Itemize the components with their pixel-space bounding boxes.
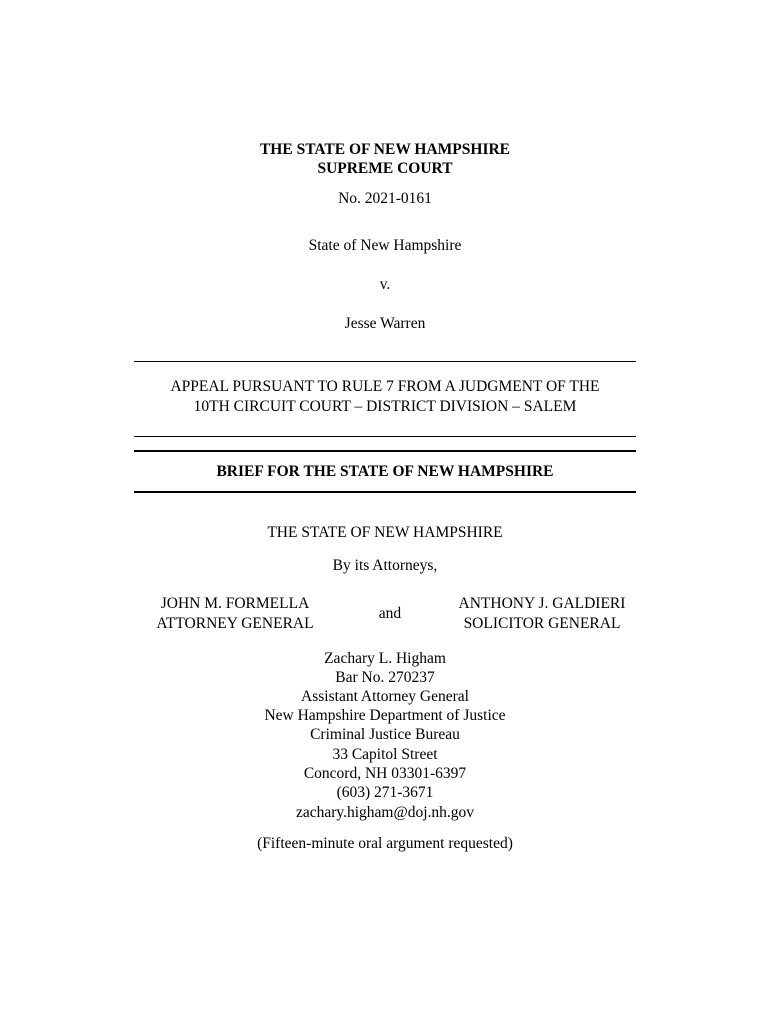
divider-brief-top	[134, 450, 636, 452]
counsel-bar-number: Bar No. 270237	[335, 669, 435, 686]
counsel-bureau: Criminal Justice Bureau	[310, 726, 460, 743]
counsel-email: zachary.higham@doj.nh.gov	[295, 804, 475, 821]
appeal-line-2: 10TH CIRCUIT COURT – DISTRICT DIVISION – SALEM	[193, 398, 577, 415]
counsel-title: Assistant Attorney General	[301, 688, 469, 705]
counsel-city: Concord, NH 03301-6397	[303, 765, 467, 782]
by-attorneys-line: By its Attorneys,	[332, 557, 438, 574]
solicitor-general-block	[432, 594, 652, 633]
court-heading: SUPREME COURT	[317, 160, 453, 177]
party-name: THE STATE OF NEW HAMPSHIRE	[267, 524, 503, 541]
divider-brief-bottom	[134, 491, 636, 493]
divider-top	[134, 361, 636, 362]
solicitor-general-name: ANTHONY J. GALDIERI	[458, 595, 626, 612]
counsel-name: Zachary L. Higham	[324, 650, 446, 667]
counsel-phone: (603) 271-3671	[336, 784, 434, 801]
divider-middle	[134, 436, 636, 437]
counsel-street: 33 Capitol Street	[332, 746, 438, 763]
oral-argument-note: (Fifteen-minute oral argument requested)	[257, 835, 513, 852]
attorney-general-block	[130, 594, 340, 633]
plaintiff-name: State of New Hampshire	[308, 237, 462, 254]
attorney-general-name: JOHN M. FORMELLA	[160, 595, 310, 612]
state-heading: THE STATE OF NEW HAMPSHIRE	[259, 141, 511, 158]
and-conjunction: and	[378, 605, 402, 622]
brief-title: BRIEF FOR THE STATE OF NEW HAMPSHIRE	[216, 463, 554, 480]
case-number: No. 2021-0161	[338, 190, 432, 207]
versus-label: v.	[379, 276, 391, 293]
counsel-department: New Hampshire Department of Justice	[264, 707, 506, 724]
attorney-general-title: ATTORNEY GENERAL	[156, 614, 314, 632]
defendant-name: Jesse Warren	[344, 315, 426, 332]
appeal-line-1: APPEAL PURSUANT TO RULE 7 FROM A JUDGMENT OF THE	[170, 378, 600, 395]
solicitor-general-title: SOLICITOR GENERAL	[463, 614, 621, 632]
